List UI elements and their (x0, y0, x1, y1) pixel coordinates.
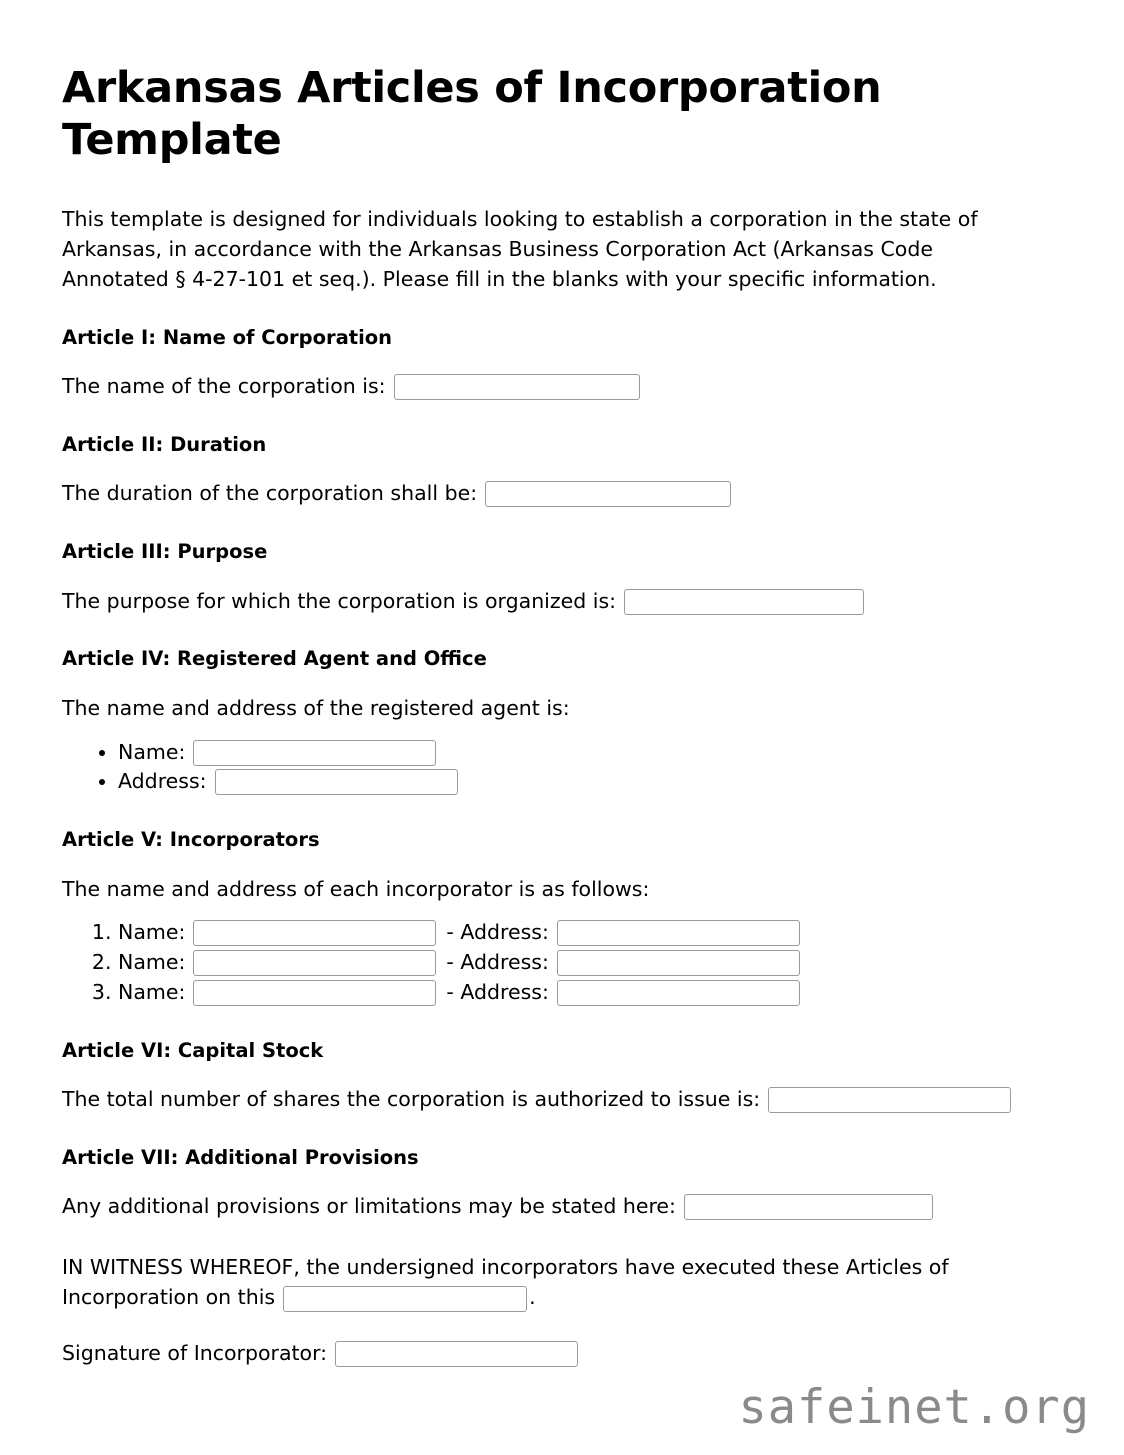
incorporator-3-address-field[interactable] (557, 980, 800, 1006)
incorporator-3-address-label: Address: (460, 979, 549, 1004)
article-6-line (62, 1085, 1062, 1115)
purpose-field[interactable] (624, 589, 864, 615)
agent-name-label: • Name: (118, 739, 186, 764)
article-3-heading: Article III: Purpose (62, 540, 268, 564)
article-2-line (62, 479, 1062, 509)
incorporator-3-separator: - (446, 979, 461, 1004)
registered-agent-list (62, 738, 1062, 797)
incorporator-2-separator: - (446, 950, 461, 975)
article-2-label: The duration of the corporation shall be: (62, 481, 478, 506)
agent-name-field[interactable] (193, 740, 436, 766)
list-item (118, 978, 1062, 1008)
incorporator-2-name-label: 2. Name: (118, 950, 186, 975)
witness-clause (62, 1253, 1040, 1313)
incorporator-2-name-field[interactable] (193, 950, 436, 976)
intro-paragraph: This template is designed for individuals looking to establish a corporation in the state of Arkansas, in accordance with the Arkansas Business Corporation Act (Arkansas Code Annotated § 4-27-101 et seq.). Please fill in the blanks with your specific information. (62, 206, 978, 291)
article-7-line (62, 1192, 1062, 1222)
article-3-line (62, 587, 1062, 617)
incorporator-1-address-label: Address: (460, 920, 549, 945)
page-title: Arkansas Articles of Incorporation Template (62, 63, 882, 166)
agent-address-label: • Address: (118, 769, 207, 794)
watermark: safeinet.org (738, 1380, 1090, 1435)
article-5-label: The name and address of each incorporator is as follows: (62, 876, 650, 901)
agent-address-field[interactable] (215, 769, 458, 795)
witness-text-before: IN WITNESS WHEREOF, the undersigned incorporators have executed these Articles of Incorporation on this (62, 1255, 949, 1310)
shares-authorized-field[interactable] (768, 1087, 1011, 1113)
list-item (118, 738, 1062, 768)
list-item (118, 948, 1062, 978)
signature-label: Signature of Incorporator: (62, 1340, 328, 1365)
signature-line (62, 1339, 1062, 1369)
article-1-line (62, 372, 1062, 402)
incorporator-list (62, 918, 1062, 1007)
incorporator-3-name-label: 3. Name: (118, 979, 186, 1004)
article-7-heading: Article VII: Additional Provisions (62, 1145, 419, 1169)
list-item (118, 767, 1062, 797)
additional-provisions-field[interactable] (684, 1194, 933, 1220)
article-5-heading: Article V: Incorporators (62, 828, 320, 852)
incorporator-2-address-label: Address: (460, 950, 549, 975)
execution-date-field[interactable] (283, 1286, 527, 1312)
article-3-label: The purpose for which the corporation is organized is: (62, 588, 617, 613)
article-6-heading: Article VI: Capital Stock (62, 1038, 324, 1062)
incorporator-3-name-field[interactable] (193, 980, 436, 1006)
incorporator-1-name-label: 1. Name: (118, 920, 186, 945)
incorporator-1-separator: - (446, 920, 461, 945)
duration-field[interactable] (485, 481, 731, 507)
incorporator-2-address-field[interactable] (557, 950, 800, 976)
article-4-heading: Article IV: Registered Agent and Office (62, 647, 487, 671)
corporation-name-field[interactable] (394, 374, 640, 400)
article-2-heading: Article II: Duration (62, 432, 267, 456)
article-4-label: The name and address of the registered agent is: (62, 695, 570, 720)
incorporator-1-name-field[interactable] (193, 920, 436, 946)
incorporator-1-address-field[interactable] (557, 920, 800, 946)
list-item (118, 918, 1062, 948)
article-6-label: The total number of shares the corporation is authorized to issue is: (62, 1086, 761, 1111)
signature-field[interactable] (335, 1341, 578, 1367)
article-1-label: The name of the corporation is: (62, 374, 386, 399)
article-1-heading: Article I: Name of Corporation (62, 325, 393, 349)
witness-text-after: . (529, 1285, 536, 1310)
article-7-label: Any additional provisions or limitations may be stated here: (62, 1194, 676, 1219)
